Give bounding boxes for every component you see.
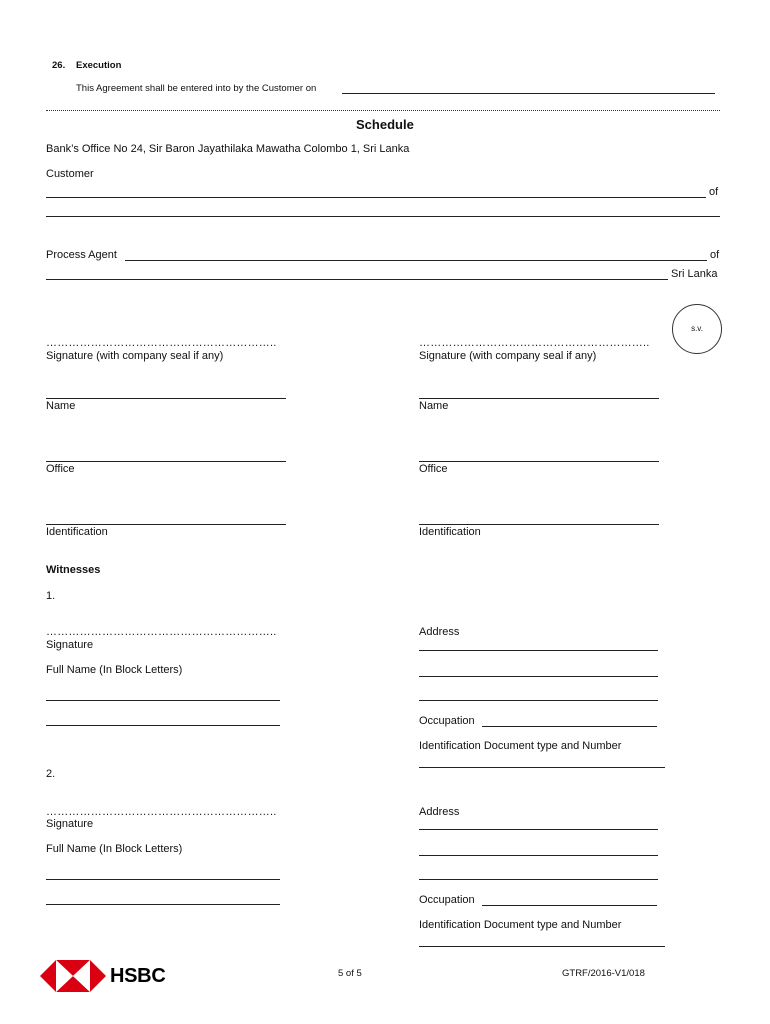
page-number: 5 of 5 (338, 968, 362, 979)
witness-1-signature-dots[interactable]: …………………………………………………….. (46, 626, 277, 638)
section-number: 26. (52, 60, 66, 71)
witness-1-occupation-line[interactable] (482, 726, 657, 727)
left-office-line[interactable] (46, 461, 286, 462)
witness-1-address-line-1[interactable] (419, 650, 658, 651)
process-agent-line-2[interactable] (46, 279, 668, 280)
hsbc-logo-text: HSBC (110, 965, 166, 987)
witness-1-number: 1. (46, 590, 56, 602)
of-label-1: of (709, 186, 719, 198)
witness-2-number: 2. (46, 768, 56, 780)
hsbc-logo (40, 960, 168, 992)
witnesses-heading: Witnesses (46, 564, 101, 576)
right-office-label: Office (419, 463, 448, 475)
execution-date-line[interactable] (342, 93, 715, 94)
right-name-line[interactable] (419, 398, 659, 399)
witness-1-fullname-label: Full Name (In Block Letters) (46, 664, 183, 676)
witness-1-occupation-label: Occupation (419, 715, 475, 727)
witness-2-fullname-line-2[interactable] (46, 904, 280, 905)
left-signature-dots[interactable]: …………………………………………………….. (46, 337, 277, 349)
left-identification-label: Identification (46, 526, 108, 538)
left-identification-line[interactable] (46, 524, 286, 525)
right-signature-label: Signature (with company seal if any) (419, 350, 597, 362)
customer-line-2[interactable] (46, 216, 720, 217)
section-heading: Execution (76, 60, 122, 71)
witness-2-address-line-1[interactable] (419, 829, 658, 830)
left-office-label: Office (46, 463, 75, 475)
witness-1-address-label: Address (419, 626, 460, 638)
right-signature-dots[interactable]: …………………………………………………….. (419, 337, 650, 349)
right-identification-line[interactable] (419, 524, 659, 525)
witness-1-address-line-2[interactable] (419, 676, 658, 677)
process-agent-line-1[interactable] (125, 260, 707, 261)
process-agent-label: Process Agent (46, 249, 117, 261)
witness-1-fullname-line-1[interactable] (46, 700, 280, 701)
witness-1-fullname-line-2[interactable] (46, 725, 280, 726)
witness-2-signature-label: Signature (46, 818, 94, 830)
section-divider (46, 110, 720, 111)
witness-1-signature-label: Signature (46, 639, 94, 651)
witness-2-fullname-label: Full Name (In Block Letters) (46, 843, 183, 855)
of-label-2: of (710, 249, 720, 261)
schedule-title: Schedule (356, 117, 414, 132)
witness-2-address-label: Address (419, 806, 460, 818)
customer-label: Customer (46, 168, 94, 180)
hsbc-hexagon-icon (40, 960, 106, 992)
right-office-line[interactable] (419, 461, 659, 462)
witness-2-occupation-label: Occupation (419, 894, 475, 906)
witness-1-address-line-3[interactable] (419, 700, 658, 701)
right-identification-label: Identification (419, 526, 481, 538)
document-code: GTRF/2016-V1/018 (562, 968, 645, 979)
company-seal-circle (672, 304, 722, 354)
witness-2-address-line-3[interactable] (419, 879, 658, 880)
witness-2-address-line-2[interactable] (419, 855, 658, 856)
left-signature-label: Signature (with company seal if any) (46, 350, 224, 362)
bank-office-text: Bank’s Office No 24, Sir Baron Jayathilaka Mawatha Colombo 1, Sri Lanka (46, 143, 410, 155)
execution-statement: This Agreement shall be entered into by the Customer on (76, 83, 317, 94)
sri-lanka-label: Sri Lanka (671, 268, 718, 280)
witness-2-occupation-line[interactable] (482, 905, 657, 906)
left-name-line[interactable] (46, 398, 286, 399)
left-name-label: Name (46, 400, 76, 412)
witness-1-iddoc-line[interactable] (419, 767, 665, 768)
witness-2-iddoc-line[interactable] (419, 946, 665, 947)
witness-1-iddoc-label: Identification Document type and Number (419, 740, 622, 752)
seal-text: s.v. (691, 324, 703, 333)
witness-2-fullname-line-1[interactable] (46, 879, 280, 880)
right-name-label: Name (419, 400, 449, 412)
customer-line-1[interactable] (46, 197, 706, 198)
witness-2-iddoc-label: Identification Document type and Number (419, 919, 622, 931)
witness-2-signature-dots[interactable]: …………………………………………………….. (46, 806, 277, 818)
